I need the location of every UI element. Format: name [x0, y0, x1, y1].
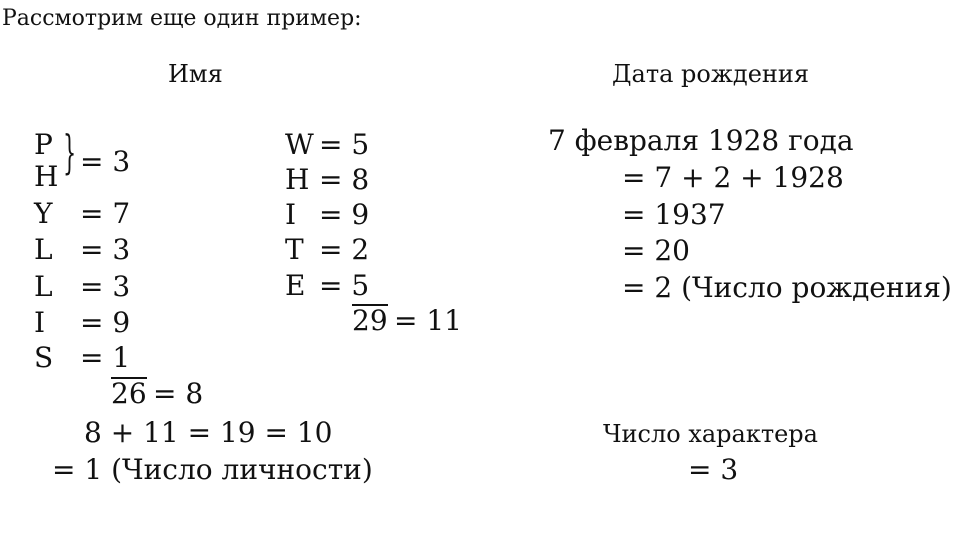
brace-icon: } — [63, 125, 77, 179]
last-name-total: 29 — [352, 304, 388, 337]
intro-text: Рассмотрим еще один пример: — [2, 6, 362, 31]
value-t: = 2 — [319, 233, 370, 266]
letter-t: T — [285, 233, 304, 266]
letter-l2: L — [34, 270, 53, 303]
first-name-total-result: = 8 — [153, 377, 204, 410]
ph-sum: = 3 — [80, 145, 131, 178]
letter-h2: H — [285, 163, 310, 196]
birth-step-2: = 1937 — [622, 198, 726, 231]
letter-i: I — [34, 306, 46, 339]
birth-step-1: = 7 + 2 + 1928 — [622, 161, 844, 194]
value-y: = 7 — [80, 197, 131, 230]
letter-i2: I — [285, 198, 297, 231]
personality-sum: 8 + 11 = 19 = 10 — [84, 416, 333, 449]
name-header: Имя — [168, 60, 223, 88]
birth-date: 7 февраля 1928 года — [548, 124, 854, 157]
personality-number: = 1 (Число личности) — [52, 453, 373, 486]
value-i2: = 9 — [319, 198, 370, 231]
value-i: = 9 — [80, 306, 131, 339]
letter-s: S — [34, 341, 54, 374]
value-s: = 1 — [80, 341, 131, 374]
value-l1: = 3 — [80, 233, 131, 266]
character-label: Число характера — [603, 420, 818, 448]
letter-w: W — [285, 128, 314, 161]
character-number: = 3 — [688, 453, 739, 486]
letter-e: E — [285, 269, 306, 302]
first-name-total: 26 — [111, 377, 147, 410]
last-name-total-result: = 11 — [394, 304, 462, 337]
value-h2: = 8 — [319, 163, 370, 196]
birth-step-3: = 20 — [622, 234, 690, 267]
value-l2: = 3 — [80, 270, 131, 303]
letter-h: H — [34, 160, 59, 193]
letter-p: P — [34, 128, 53, 161]
letter-y: Y — [34, 197, 53, 230]
letter-l1: L — [34, 233, 53, 266]
value-w: = 5 — [319, 128, 370, 161]
value-e: = 5 — [319, 269, 370, 302]
birth-date-header: Дата рождения — [612, 60, 810, 88]
birth-number: = 2 (Число рождения) — [622, 271, 952, 304]
